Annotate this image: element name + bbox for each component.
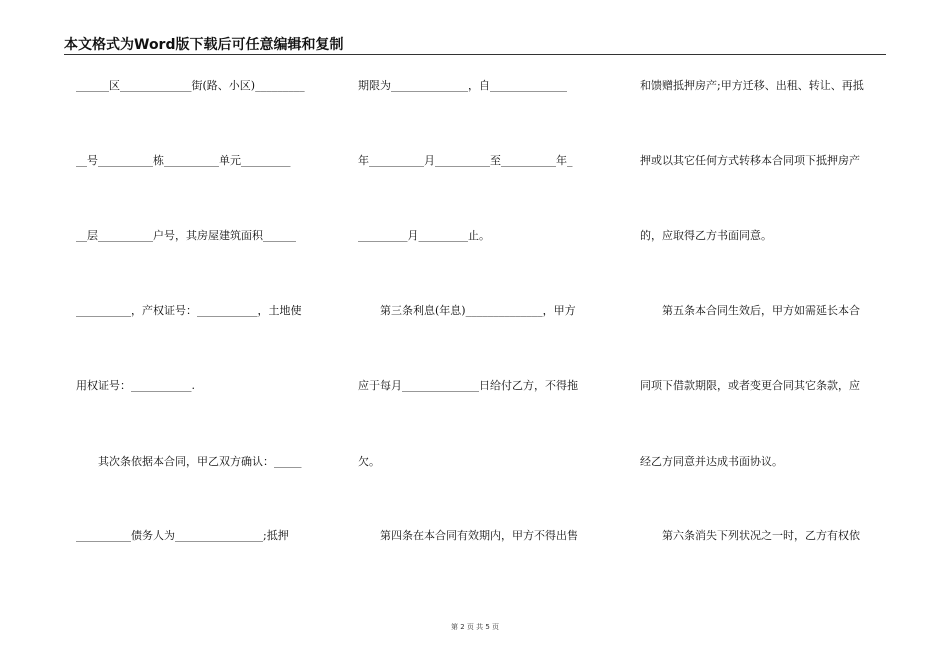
text-line: 期限为______________，自______________: [358, 79, 567, 92]
document-header: [64, 34, 886, 55]
text-line: 同项下借款期限，或者变更合同其它条款，应: [640, 379, 860, 392]
text-line: ______区_____________街(路、小区)_________: [76, 79, 305, 92]
text-line: __号__________栋__________单元_________: [76, 154, 291, 167]
text-line: 第五条本合同生效后，甲方如需延长本合: [640, 304, 860, 317]
text-line: _________月_________止。: [358, 229, 490, 242]
text-line: __层__________户号，其房屋建筑面积______: [76, 229, 296, 242]
text-line: 第六条消失下列状况之一时，乙方有权依: [640, 529, 860, 542]
text-line: 和馈赠抵押房产;甲方迁移、出租、转让、再抵: [640, 79, 864, 92]
text-line: __________债务人为________________;抵押: [76, 529, 289, 542]
text-line: 押或以其它任何方式转移本合同项下抵押房产: [640, 154, 860, 167]
text-line: __________，产权证号：___________，土地使: [76, 304, 302, 317]
page-number: 第 2 页 共 5 页: [450, 623, 500, 631]
text-line: 欠。: [358, 455, 380, 468]
text-line: 第三条利息(年息)______________，甲方: [358, 304, 576, 317]
text-line: 的，应取得乙方书面同意。: [640, 229, 772, 242]
header-title: 本文格式为Word版下载后可任意编辑和复制: [64, 37, 344, 53]
text-line: 用权证号：___________.: [76, 379, 195, 392]
text-line: 应于每月______________日给付乙方，不得拖: [358, 379, 578, 392]
text-line: 经乙方同意并达成书面协议。: [640, 455, 783, 468]
text-line: 年__________月__________至__________年_: [358, 154, 573, 167]
text-line: 第四条在本合同有效期内，甲方不得出售: [358, 529, 578, 542]
text-line: 其次条依据本合同，甲乙双方确认：_____: [76, 455, 302, 468]
